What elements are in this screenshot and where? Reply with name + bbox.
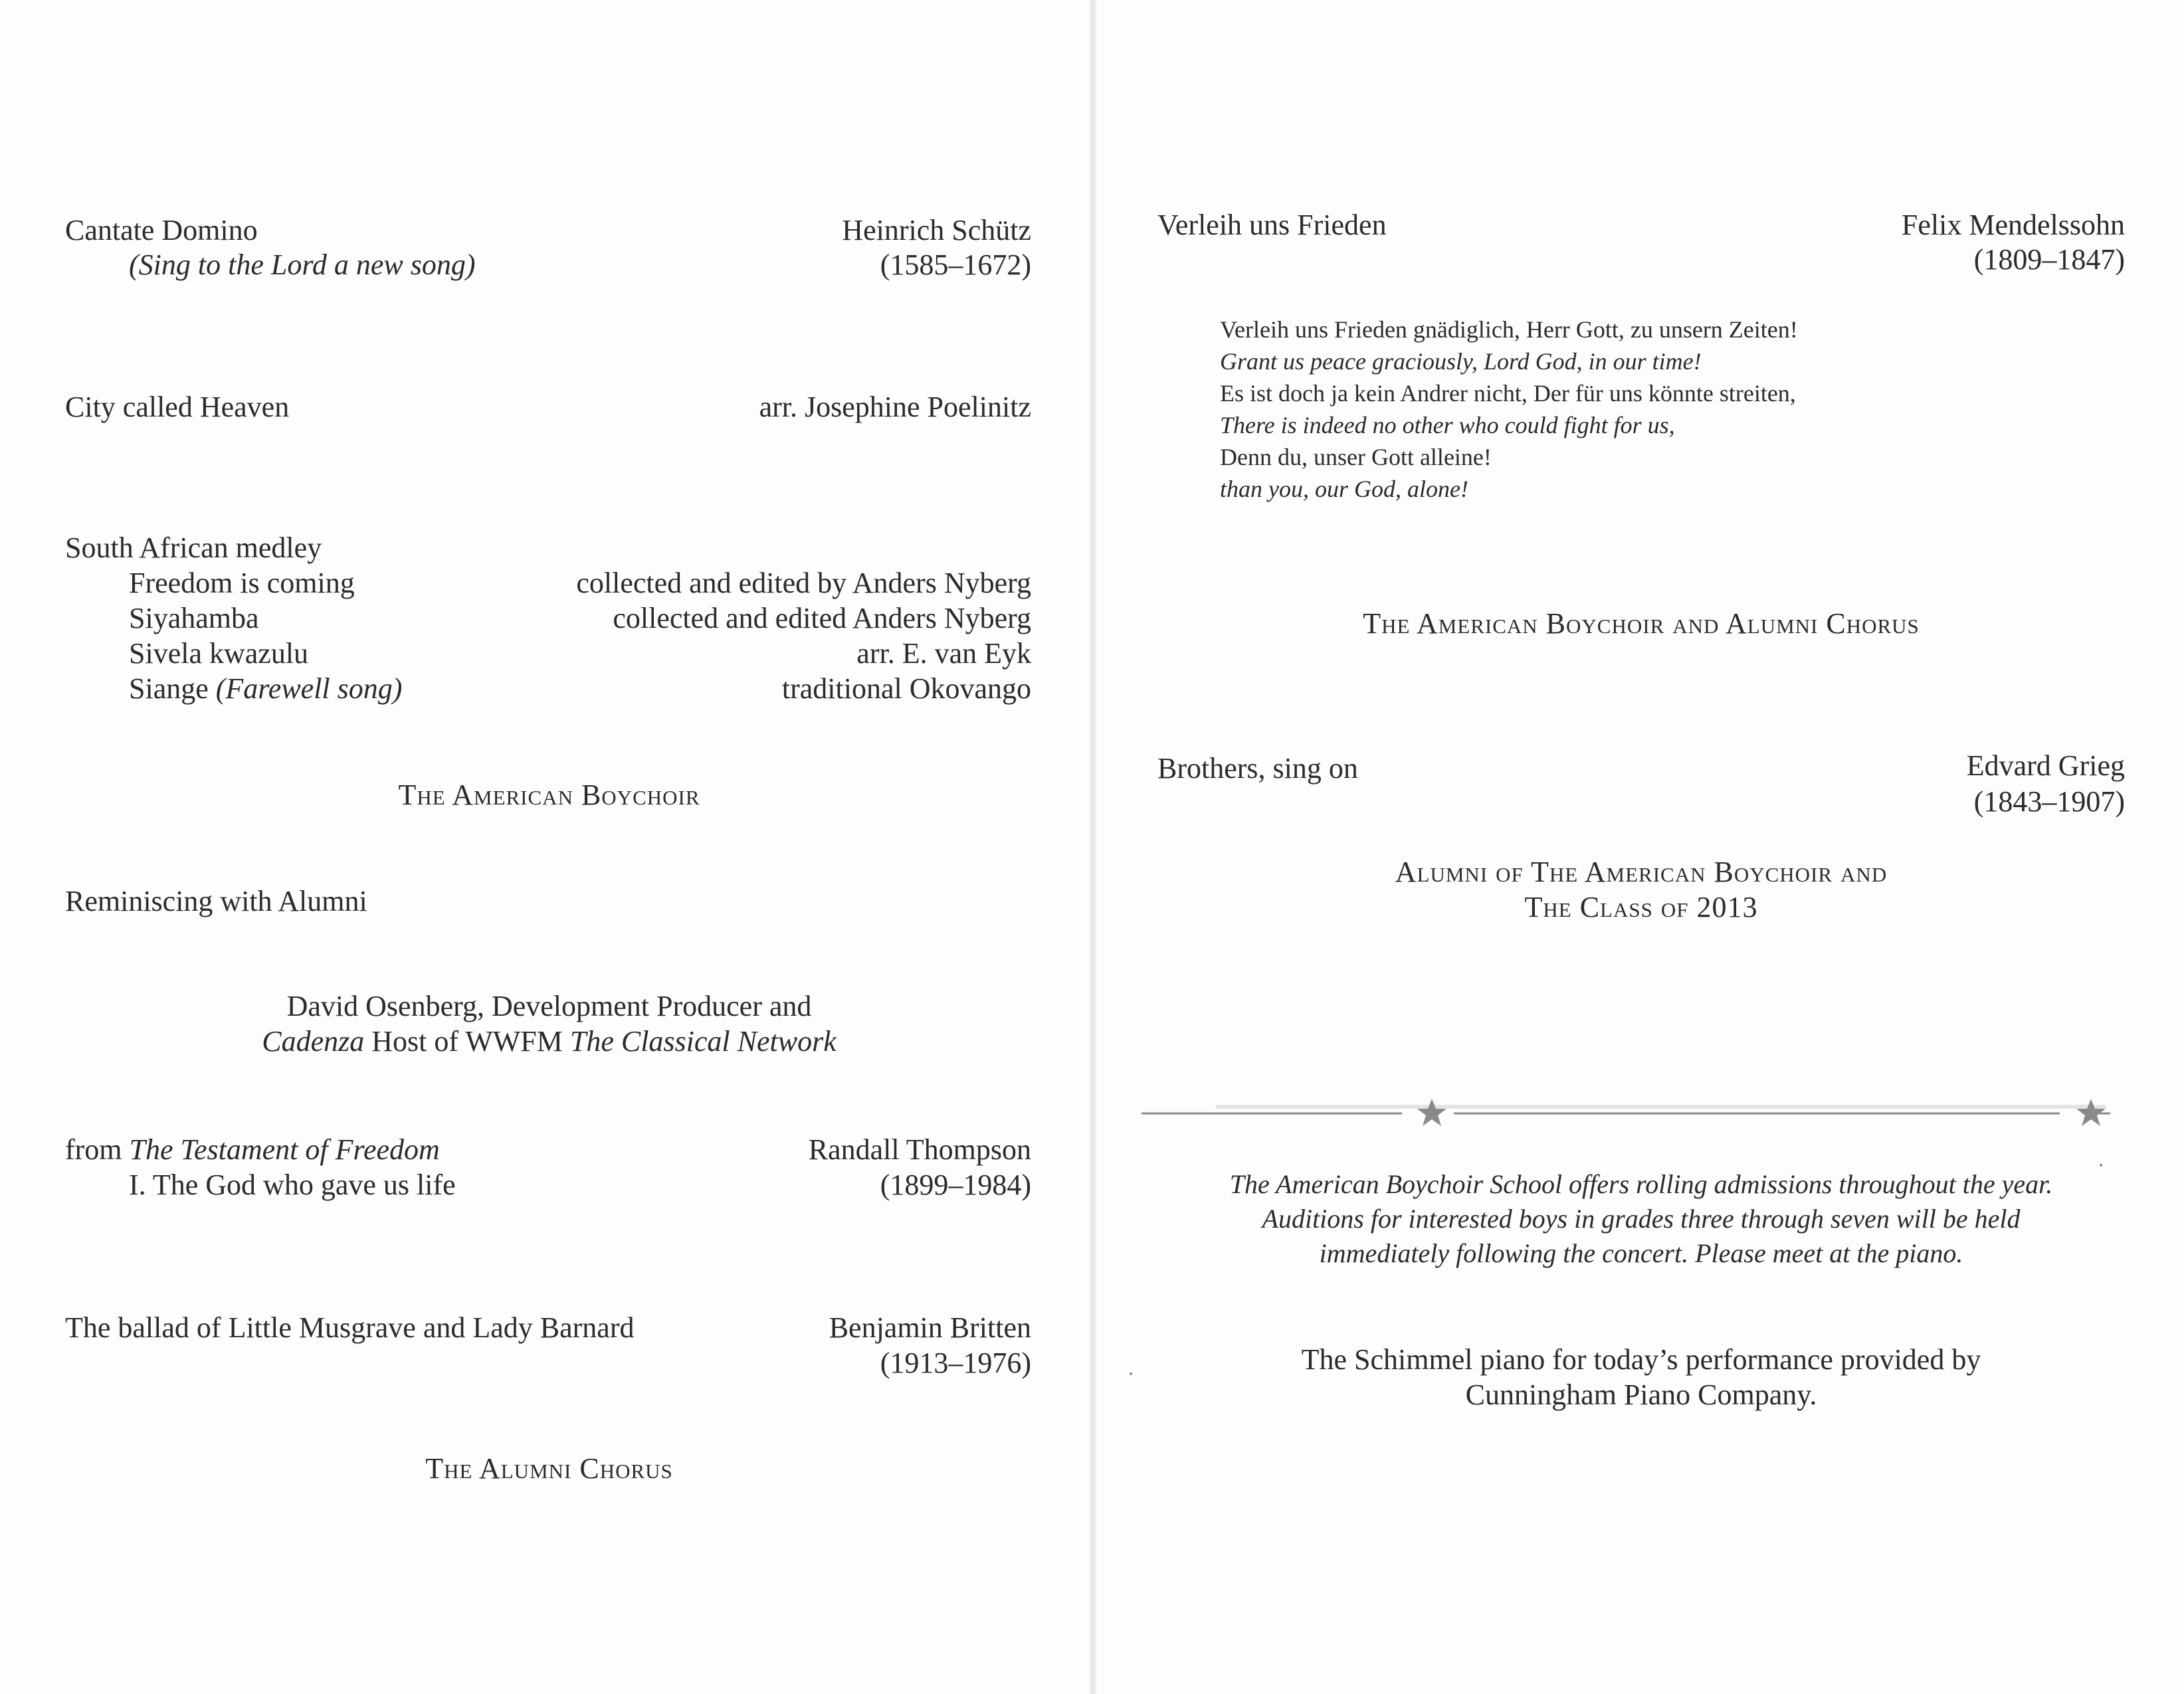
reminiscing-title: Reminiscing with Alumni <box>65 885 367 917</box>
ballad-title: The ballad of Little Musgrave and Lady Barnard <box>65 1311 635 1344</box>
admissions-line: immediately following the concert. Please meet at the piano. <box>1319 1238 1963 1268</box>
brothers-dates: (1843–1907) <box>1973 785 2125 818</box>
medley-item-credit: traditional Okovango <box>781 672 1031 705</box>
ballad-composer: Benjamin Britten <box>829 1311 1031 1344</box>
admissions-line: Auditions for interested boys in grades three through seven will be held <box>1262 1204 2021 1234</box>
medley-item-credit: arr. E. van Eyk <box>856 637 1031 670</box>
host-line-2: Cadenza Host of WWFM The Classical Network <box>262 1025 837 1058</box>
testament-title: from The Testament of Freedom <box>65 1133 440 1166</box>
medley-item-title: Siange (Farewell song) <box>129 672 403 705</box>
performer-heading: The Class of 2013 <box>1524 891 1758 923</box>
ballad-dates: (1913–1976) <box>880 1347 1031 1379</box>
verleih-title: Verleih uns Frieden <box>1157 209 1387 241</box>
lyric-line: Es ist doch ja kein Andrer nicht, Der für uns könnte streiten, <box>1220 380 1796 407</box>
medley-item-title: Sivela kwazulu <box>129 637 309 670</box>
lyric-translation: There is indeed no other who could fight for us, <box>1220 412 1675 438</box>
lyric-line: Verleih uns Frieden gnädiglich, Herr Gott, zu unsern Zeiten! <box>1220 316 1798 343</box>
performer-heading: The American Boychoir <box>398 779 700 811</box>
city-composer: arr. Josephine Poelinitz <box>759 391 1031 423</box>
star-divider <box>1136 1089 2113 1136</box>
medley-item-credit: collected and edited Anders Nyberg <box>613 602 1031 634</box>
lyric-translation: Grant us peace graciously, Lord God, in our time! <box>1220 348 1702 375</box>
lyric-translation: than you, our God, alone! <box>1220 476 1468 502</box>
cantate-dates: (1585–1672) <box>880 248 1031 281</box>
star-icon <box>1417 1099 1446 1126</box>
brothers-composer: Edvard Grieg <box>1966 749 2125 782</box>
cantate-composer: Heinrich Schütz <box>842 214 1031 246</box>
verleih-composer: Felix Mendelssohn <box>1901 209 2125 241</box>
performer-heading: The Alumni Chorus <box>425 1452 673 1485</box>
scan-speck <box>1130 1372 1132 1375</box>
verleih-dates: (1809–1847) <box>1973 243 2125 276</box>
host-line-1: David Osenberg, Development Producer and <box>286 990 812 1022</box>
medley-item-credit: collected and edited by Anders Nyberg <box>576 567 1031 599</box>
testament-composer: Randall Thompson <box>808 1133 1031 1166</box>
city-title: City called Heaven <box>65 391 290 423</box>
lyric-line: Denn du, unser Gott alleine! <box>1220 444 1492 470</box>
brothers-title: Brothers, sing on <box>1157 752 1358 785</box>
performer-heading: The American Boychoir and Alumni Chorus <box>1363 607 1920 640</box>
medley-item-title: Freedom is coming <box>129 567 355 599</box>
cantate-title: Cantate Domino <box>65 214 258 246</box>
page-gutter <box>1090 0 1096 1694</box>
testament-movement: I. The God who gave us life <box>129 1169 456 1201</box>
piano-credit-line: Cunningham Piano Company. <box>1465 1378 1817 1411</box>
piano-credit-line: The Schimmel piano for today’s performance provided by <box>1301 1343 1981 1376</box>
medley-item-title: Siyahamba <box>129 602 259 634</box>
scan-speck <box>2100 1164 2102 1167</box>
testament-dates: (1899–1984) <box>880 1169 1031 1201</box>
admissions-line: The American Boychoir School offers rolling admissions throughout the year. <box>1229 1169 2053 1199</box>
cantate-subtitle: (Sing to the Lord a new song) <box>129 248 476 281</box>
medley-title: South African medley <box>65 531 322 564</box>
performer-heading: Alumni of The American Boychoir and <box>1395 856 1888 888</box>
